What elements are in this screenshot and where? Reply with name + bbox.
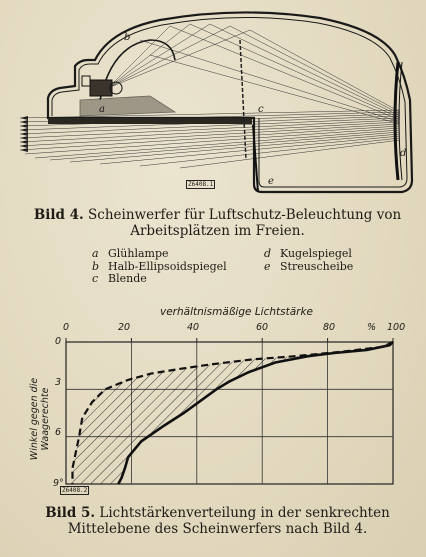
figure5-caption	[20, 505, 415, 537]
x-tick-60: 60	[256, 322, 269, 333]
y-tick-0: 0	[55, 336, 62, 347]
legend-item-b: b Halb-Ellipsoidspiegel	[92, 259, 227, 273]
x-tick-20: 20	[118, 322, 131, 333]
figure5-number: Bild 5.	[45, 505, 96, 521]
legend-item-c: c Blende	[92, 272, 147, 285]
legend-item-a: a Glühlampe	[92, 247, 169, 260]
plate-id-fig4: Z6408.1	[188, 181, 214, 188]
part-label-e: e	[268, 176, 274, 187]
part-label-c: c	[258, 104, 264, 115]
x-tick-0: 0	[63, 322, 70, 333]
x-tick-100: 100	[387, 322, 406, 333]
y-tick-9: 9°	[53, 478, 64, 489]
y-tick-6: 6	[55, 427, 62, 438]
legend-item-e: e Streuscheibe	[264, 259, 354, 273]
plate-id-fig5: Z6408.2	[62, 487, 88, 494]
hatched-area	[73, 342, 394, 484]
y-axis-title: Winkel gegen die Waagerechte	[29, 377, 51, 461]
part-label-a: a	[99, 104, 105, 115]
y-tick-3: 3	[55, 377, 62, 388]
figure4-caption-text: Scheinwerfer für Luftschutz-Beleuchtung von Arbeitsplätzen im Freien.	[88, 207, 402, 239]
figure5-caption-text: Lichtstärkenverteilung in der senkrechten Mittelebene des Scheinwerfers nach Bild 4.	[67, 505, 390, 537]
part-label-d: d	[400, 148, 407, 159]
part-label-b: b	[124, 32, 131, 43]
x-tick-80: 80	[323, 322, 336, 333]
x-axis-title: verhältnismäßige Lichtstärke	[160, 306, 314, 318]
figure4-number: Bild 4.	[33, 207, 84, 223]
legend-item-d: d Kugelspiegel	[264, 247, 352, 260]
x-tick-40: 40	[187, 322, 200, 333]
x-unit: %	[367, 322, 377, 333]
